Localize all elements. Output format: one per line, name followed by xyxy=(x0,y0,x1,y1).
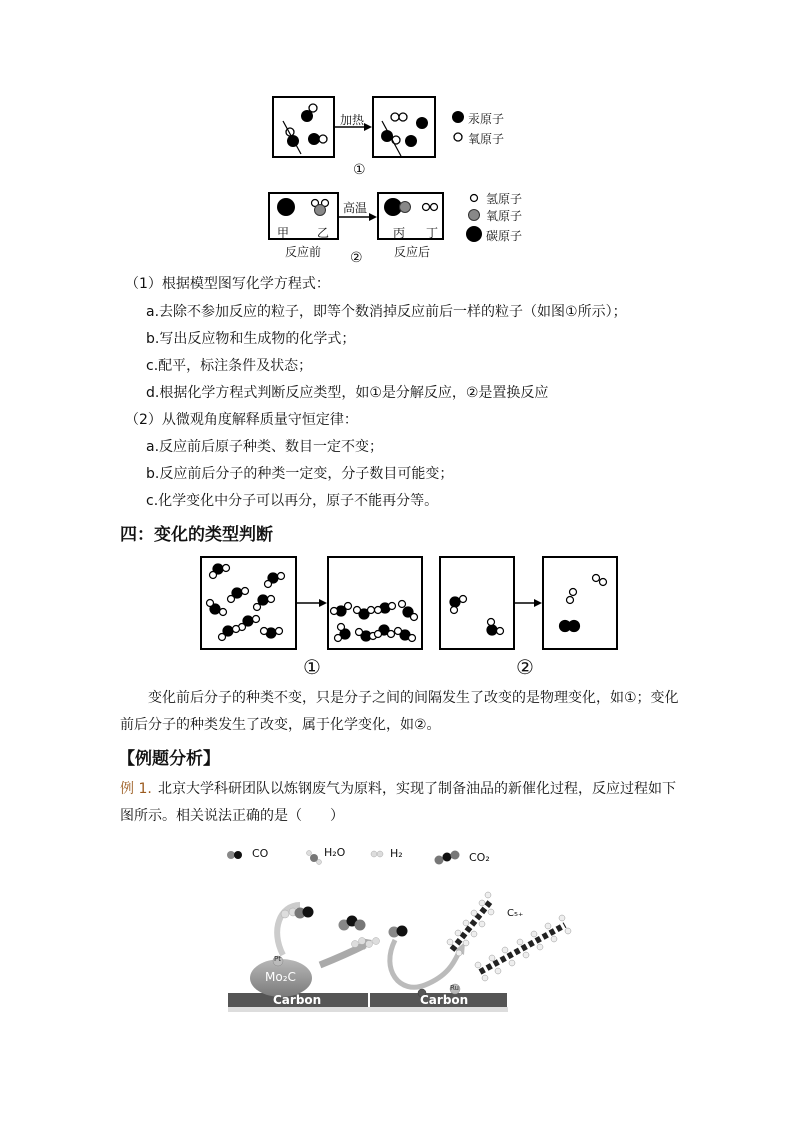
h2-legend-icon xyxy=(371,851,377,857)
example-heading: 【例题分析】 xyxy=(118,749,220,769)
section2-item: c.化学变化中分子可以再分，原子不能再分等。 xyxy=(146,493,439,509)
example-line1: 北京大学科研团队以炼钢废气为原料，实现了制备油品的新催化过程，反应过程如下 xyxy=(158,781,676,797)
section4-caption-2: ② xyxy=(516,655,534,679)
co-legend-label: CO xyxy=(252,847,269,860)
product-label: C₅₊ xyxy=(507,908,524,919)
legend-label: 汞原子 xyxy=(468,112,505,126)
reactant-label: 乙 xyxy=(317,226,330,240)
diagram2-arrow-label: 高温 xyxy=(343,201,368,215)
diagram1-arrow-label: 加热 xyxy=(340,113,365,127)
carbon-support-label: Carbon xyxy=(420,993,469,1007)
carbon-support-label: Carbon xyxy=(273,993,322,1007)
legend-label: 碳原子 xyxy=(486,229,523,243)
example-label: 例 1. xyxy=(120,781,152,797)
section1-item: b.写出反应物和生成物的化学式； xyxy=(146,331,356,347)
reaction-arrow xyxy=(390,940,460,987)
co2-legend-icon xyxy=(435,856,444,865)
ru-label: Ru xyxy=(450,984,459,992)
example-line2: 图所示。相关说法正确的是（ ） xyxy=(120,808,344,824)
section4-paragraph-line1: 变化前后分子的种类不变，只是分子之间的间隔发生了改变的是物理变化，如①；变化 xyxy=(148,690,679,706)
co2-legend-label: CO₂ xyxy=(469,851,490,864)
section1-item: c.配平，标注条件及状态； xyxy=(146,358,313,374)
legend-label: 氧原子 xyxy=(486,209,523,223)
product-label: 丁 xyxy=(426,226,439,240)
h2o-legend-label: H₂O xyxy=(324,846,346,859)
before-caption: 反应前 xyxy=(285,245,322,259)
section1-item: a.去除不参加反应的粒子，即等个数消掉反应前后一样的粒子（如图①所示）； xyxy=(146,304,627,320)
product-label: 丙 xyxy=(393,226,406,240)
section2-item: b.反应前后分子的种类一定变，分子数目可能变； xyxy=(146,466,454,482)
section4-title: 四：变化的类型判断 xyxy=(120,525,273,545)
section1-item: d.根据化学方程式判断反应类型，如①是分解反应，②是置换反应 xyxy=(146,385,549,401)
diagram2-caption: ② xyxy=(350,250,363,266)
diagram1-caption: ① xyxy=(353,162,366,178)
legend-label: 氧原子 xyxy=(468,132,505,146)
h2-legend-label: H₂ xyxy=(390,847,403,860)
section2-heading: （2）从微观角度解释质量守恒定律： xyxy=(125,412,358,428)
section4-paragraph-line2: 前后分子的种类发生了改变，属于化学变化，如②。 xyxy=(120,717,441,733)
section2-item: a.反应前后原子种类、数目一定不变； xyxy=(146,439,384,455)
legend-label: 氢原子 xyxy=(486,192,523,206)
reactant-label: 甲 xyxy=(277,226,290,240)
after-caption: 反应后 xyxy=(394,245,431,259)
mo2c-label: Mo₂C xyxy=(265,970,296,984)
section4-caption-1: ① xyxy=(303,655,321,679)
co-legend-icon xyxy=(227,851,235,859)
reaction-arrow xyxy=(320,945,365,965)
pt-label: Pt xyxy=(274,955,281,963)
section1-heading: （1）根据模型图写化学方程式： xyxy=(125,276,330,292)
